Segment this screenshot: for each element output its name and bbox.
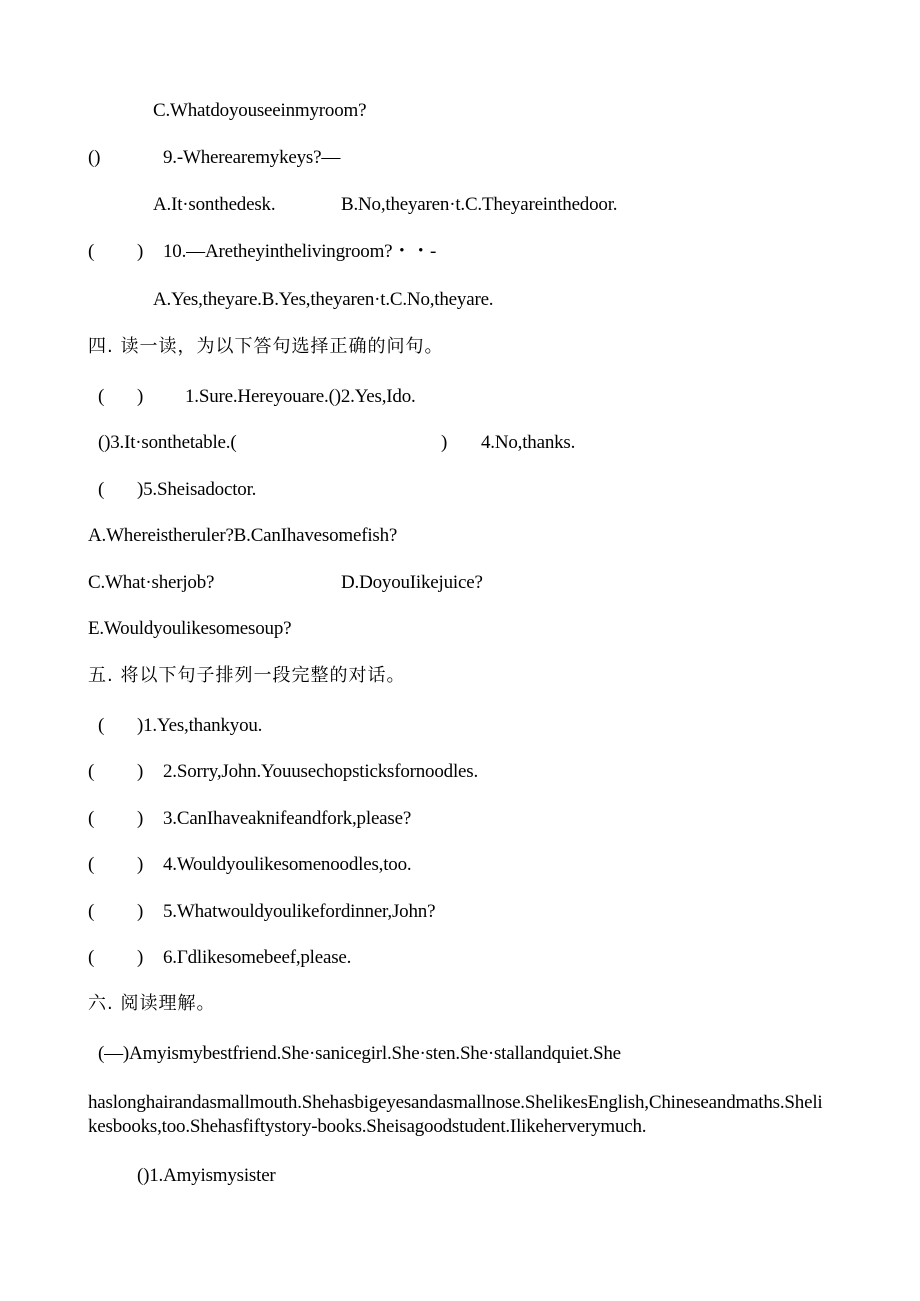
s5-item5-paren-open: ( [88,901,95,922]
s5-item1-text: )1.Yes,thankyou. [137,715,263,736]
s4-row3-text: )5.Sheisadoctor. [137,479,257,500]
s5-item4-paren-close: ) [137,854,144,875]
s4-row1-text: 1.Sure.Hereyouare.()2.Yes,Ido. [185,386,416,407]
section-4-heading: 四. 读一读，为以下答句选择正确的问句。 [88,336,444,357]
s4-option-c: C.What·sherjob? [88,572,215,593]
s4-row1-paren-open: ( [98,386,105,407]
q10-question: 10.—Aretheyinthelivingroom?・・- [163,241,437,262]
s4-option-e: E.Wouldyoulikesomesoup? [88,618,292,639]
s4-row2-paren-close: ) [441,432,448,453]
q9-option-a: A.It·sonthedesk. [153,194,276,215]
s4-row3-paren-open: ( [98,479,105,500]
s5-item4-paren-open: ( [88,854,95,875]
q9-option-bc: B.No,theyaren·t.C.Theyareinthedoor. [341,194,618,215]
s5-item4-text: 4.Wouldyoulikesomenoodles,too. [163,854,412,875]
q8-option-c: C.Whatdoyouseeinmyroom? [153,100,367,121]
s5-item5-paren-close: ) [137,901,144,922]
s6-passage-body: haslonghairandasmallmouth.Shehasbigeyesandasmallnose.ShelikesEnglish,Chineseandmaths.Shelikesbooks,too.Shehasfiftystory-books.Sheisagoodstudent.Ilikeherverymuch. [88,1092,823,1137]
section-5-heading: 五. 将以下句子排列一段完整的对话。 [88,665,406,686]
s4-option-ab: A.Whereistheruler?B.CanIhavesomefish? [88,525,398,546]
s5-item6-paren-close: ) [137,947,144,968]
s5-item2-paren-open: ( [88,761,95,782]
section-6-heading: 六. 阅读理解。 [88,993,216,1014]
s6-passage-line1: (—)Amyismybestfriend.She·sanicegirl.She·sten.She·stallandquiet.She [98,1043,621,1064]
s5-item3-paren-close: ) [137,808,144,829]
s6-question-1: ()1.Amyismysister [137,1165,276,1186]
q10-paren-open: ( [88,241,95,262]
s5-item3-text: 3.CanIhaveaknifeandfork,please? [163,808,412,829]
s4-option-d: D.DoyouIikejuice? [341,572,483,593]
q9-question: 9.-Wherearemykeys?— [163,147,341,168]
s4-row2-item4: 4.No,thanks. [481,432,576,453]
q10-options: A.Yes,theyare.B.Yes,theyaren·t.C.No,theyare. [153,289,494,310]
s5-item3-paren-open: ( [88,808,95,829]
s5-item1-paren-open: ( [98,715,105,736]
s4-row2-text: ()3.It·sonthetable.( [98,432,237,453]
s5-item5-text: 5.Whatwouldyoulikefordinner,John? [163,901,436,922]
s4-row1-paren-close: ) [137,386,144,407]
s5-item6-text: 6.Γdlikesomebeef,please. [163,947,352,968]
s5-item2-text: 2.Sorry,John.Youusechopsticksfornoodles. [163,761,479,782]
s5-item2-paren-close: ) [137,761,144,782]
s5-item6-paren-open: ( [88,947,95,968]
q9-answer-blank: () [88,147,101,168]
q10-paren-close: ) [137,241,144,262]
